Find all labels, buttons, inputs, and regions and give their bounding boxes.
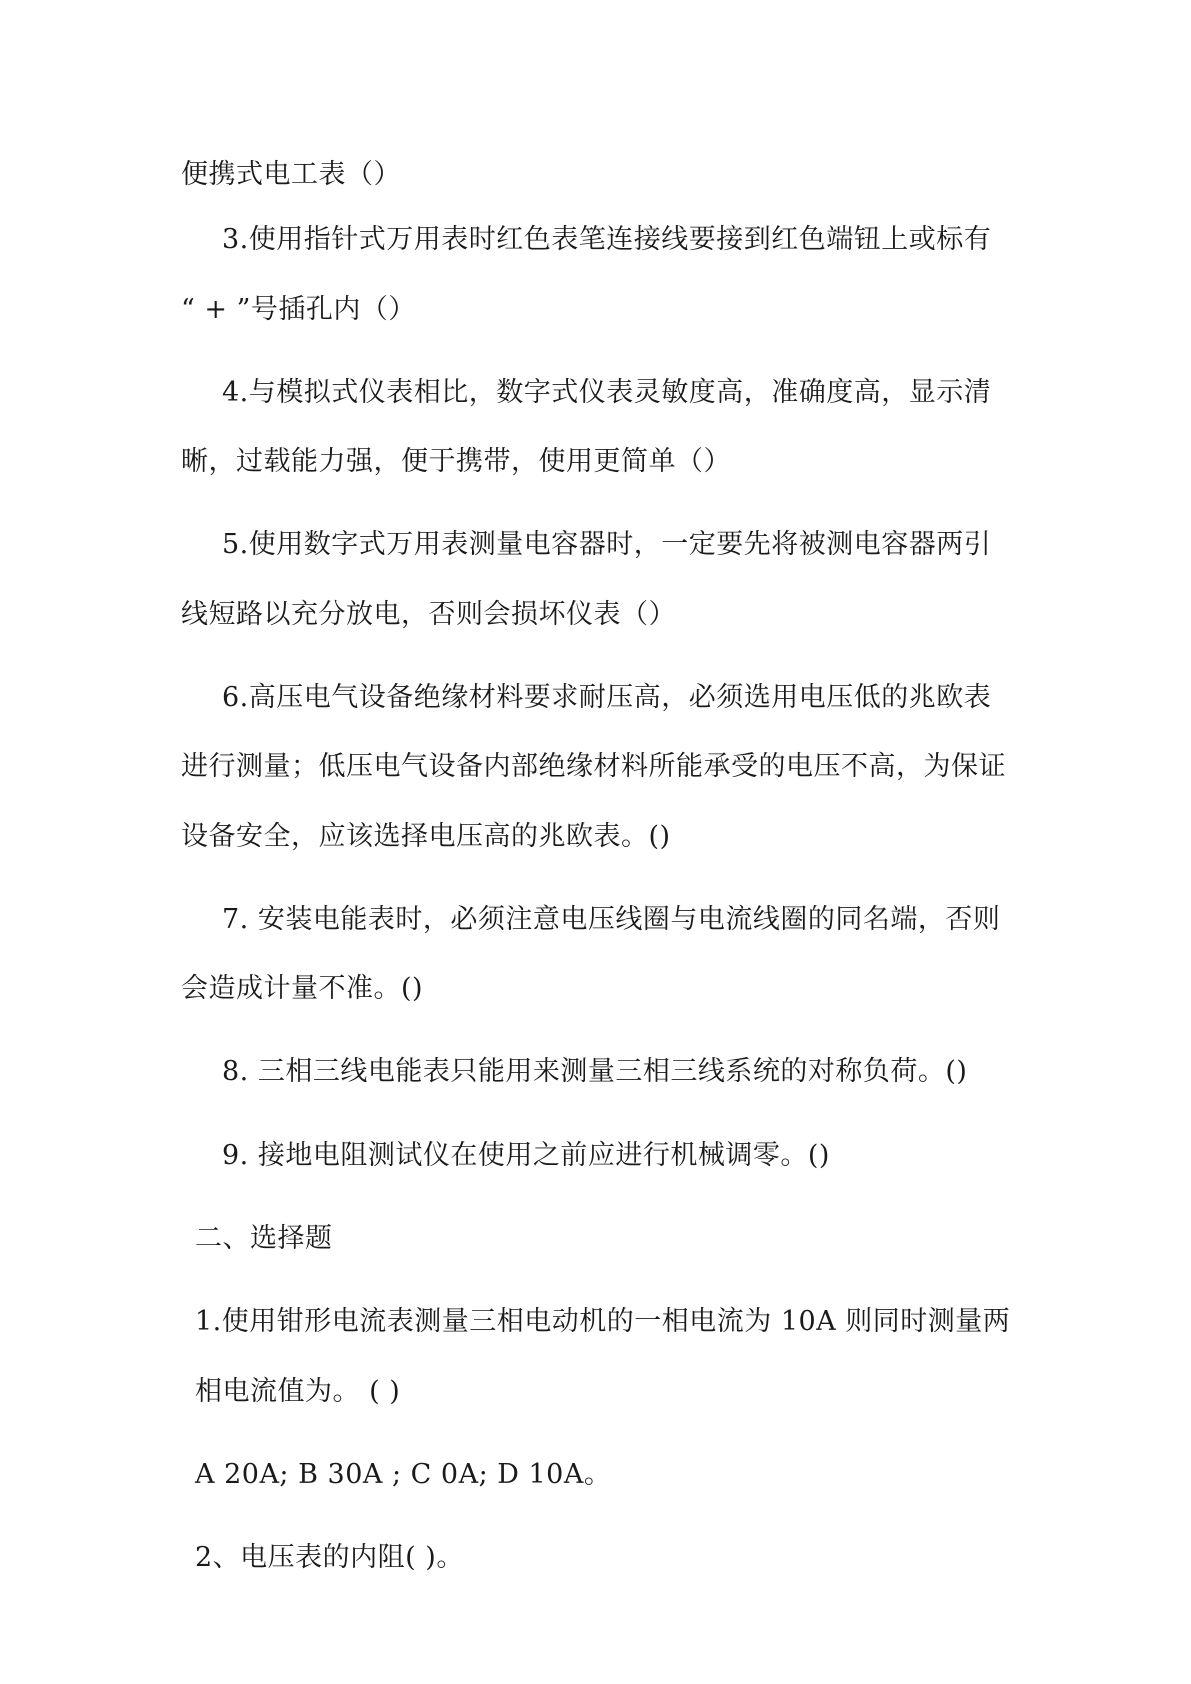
text-line-10: 设备安全，应该选择电压高的兆欧表。() (181, 821, 671, 852)
text-line-18: A 20A; B 30A ; C 0A; D 10A。 (195, 1459, 612, 1490)
text-line-14: 9. 接地电阻测试仪在使用之前应进行机械调零。() (222, 1140, 830, 1171)
text-line-13: 8. 三相三线电能表只能用来测量三相三线系统的对称负荷。() (222, 1056, 968, 1087)
text-line-2: 3.使用指针式万用表时红色表笔连接线要接到红色端钮上或标有 (222, 224, 992, 255)
text-line-19: 2、电压表的内阻( )。 (195, 1542, 464, 1573)
text-line-7: 线短路以充分放电，否则会损坏仪表（） (181, 599, 676, 630)
text-line-8: 6.高压电气设备绝缘材料要求耐压高，必须选用电压低的兆欧表 (222, 682, 992, 713)
text-line-16: 1.使用钳形电流表测量三相电动机的一相电流为 10A 则同时测量两 (195, 1306, 1011, 1337)
text-line-4: 4.与模拟式仪表相比，数字式仪表灵敏度高，准确度高，显示清 (222, 377, 992, 408)
text-line-6: 5.使用数字式万用表测量电容器时，一定要先将被测电容器两引 (222, 529, 992, 560)
text-line-5: 晰，过载能力强，便于携带，使用更简单（） (181, 446, 731, 477)
text-line-1: 便携式电工表（） (181, 159, 401, 190)
text-line-11: 7. 安装电能表时，必须注意电压线圈与电流线圈的同名端，否则 (222, 904, 1001, 935)
section-heading: 二、选择题 (195, 1223, 333, 1254)
text-line-3: “ + ”号插孔内（） (181, 294, 416, 325)
text-line-17: 相电流值为。 ( ) (195, 1376, 401, 1407)
text-line-12: 会造成计量不准。() (181, 973, 424, 1004)
text-line-9: 进行测量；低压电气设备内部绝缘材料所能承受的电压不高，为保证 (181, 751, 1006, 782)
